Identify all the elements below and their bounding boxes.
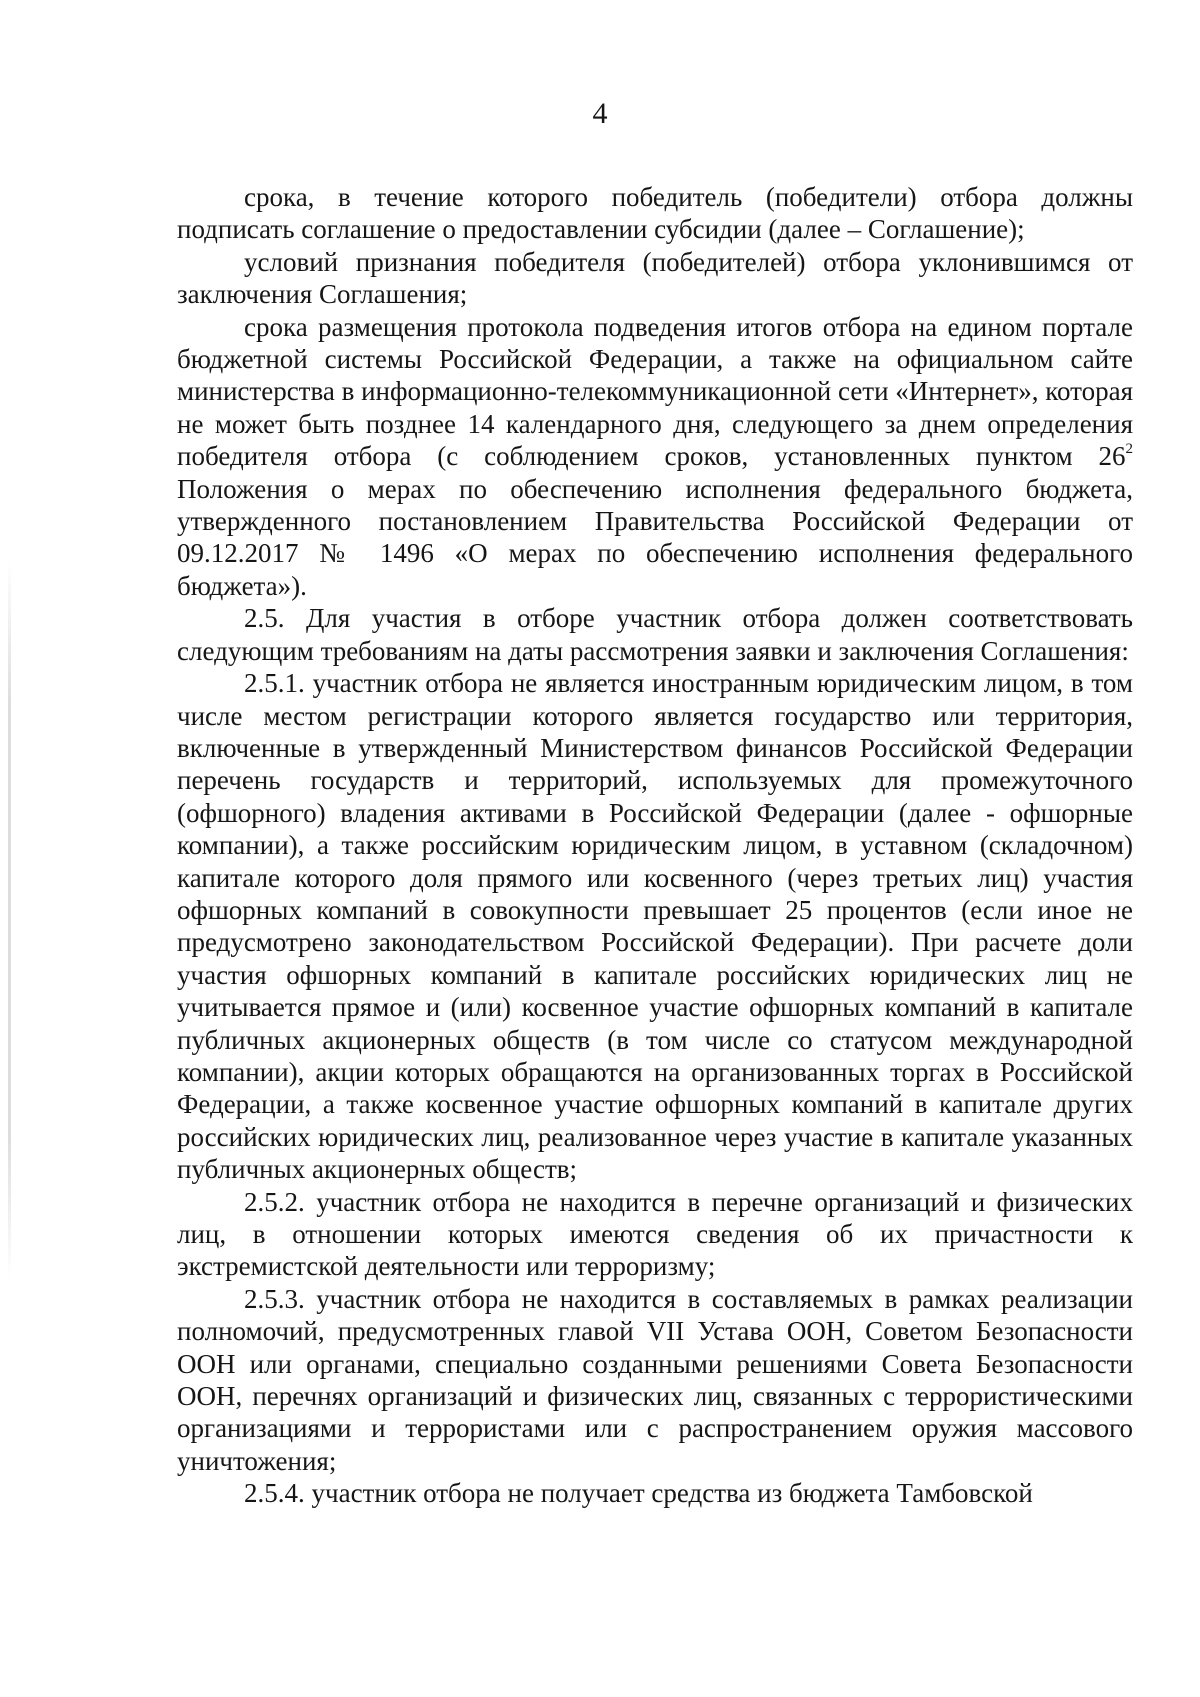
- page-number: 4: [592, 97, 608, 130]
- superscript-index: 2: [1125, 441, 1133, 458]
- paragraph-deadline-signing: срока, в течение которого победитель (победители) отбора должны подписать соглашение о предоставлении субсидии (далее – Соглашение);: [177, 182, 1133, 245]
- paragraph-2-5-2: 2.5.2. участник отбора не находится в перечне организаций и физических лиц, в отношении которых имеются сведения об их причастности к экстремистской деятельности или терроризму;: [177, 1186, 1133, 1282]
- paragraph-protocol-publication: [177, 311, 1133, 603]
- paragraph-evasion-conditions: условий признания победителя (победителей) отбора уклонившимся от заключения Соглашения;: [177, 246, 1133, 310]
- paragraph-2-5: 2.5. Для участия в отборе участник отбора должен соответствовать следующим требованиям на даты рассмотрения заявки и заключения Соглашения:: [177, 603, 1133, 666]
- paragraph-text: срока размещения протокола подведения итогов отбора на едином портале бюджетной системы Российской Федерации, а также на официальном сайте министерства в информационно-телекоммуникационной сети «Интернет», которая не может быть позднее 14 календарного дня, следующего за днем определения победителя отбора (с соблюдением сроков, установленных пунктом 26: [177, 311, 1133, 472]
- paragraph-2-5-3: 2.5.3. участник отбора не находится в составляемых в рамках реализации полномочий, предусмотренных главой VII Устава ООН, Советом Безопасности ООН или органами, специально созданными решениями Совета Безопасности ООН, перечнях организаций и физических лиц, связанных с террористическими организациями и террористами или с распространением оружия массового уничтожения;: [177, 1283, 1133, 1476]
- scan-edge-artifact: [8, 560, 11, 1280]
- paragraph-2-5-4: 2.5.4. участник отбора не получает средства из бюджета Тамбовской: [244, 1478, 1033, 1509]
- paragraph-2-5-1: 2.5.1. участник отбора не является иностранным юридическим лицом, в том числе местом регистрации которого является государство или территория, включенные в утвержденный Министерством финансов Российской Федерации перечень государств и территорий, используемых для промежуточного (офшорного) владения активами в Российской Федерации (далее - офшорные компании), а также российским юридическим лицом, в уставном (складочном) капитале которого доля прямого или косвенного (через третьих лиц) участия офшорных компаний в совокупности превышает 25 процентов (если иное не предусмотрено законодательством Российской Федерации). При расчете доли участия офшорных компаний в капитале российских юридических лиц не учитывается прямое и (или) косвенное участие офшорных компаний в капитале публичных акционерных обществ (в том числе со статусом международной компании), акции которых обращаются на организованных торгах в Российской Федерации, а также косвенное участие офшорных компаний в капитале других российских юридических лиц, реализованное через участие в капитале указанных публичных акционерных обществ;: [177, 668, 1133, 1185]
- paragraph-text: Положения о мерах по обеспечению исполнения федерального бюджета, утвержденного постановлением Правительства Российской Федерации от 09.12.2017 № 1496 «О мерах по обеспечению исполнения федерального бюджета»).: [177, 473, 1133, 601]
- document-body: [177, 181, 1133, 1510]
